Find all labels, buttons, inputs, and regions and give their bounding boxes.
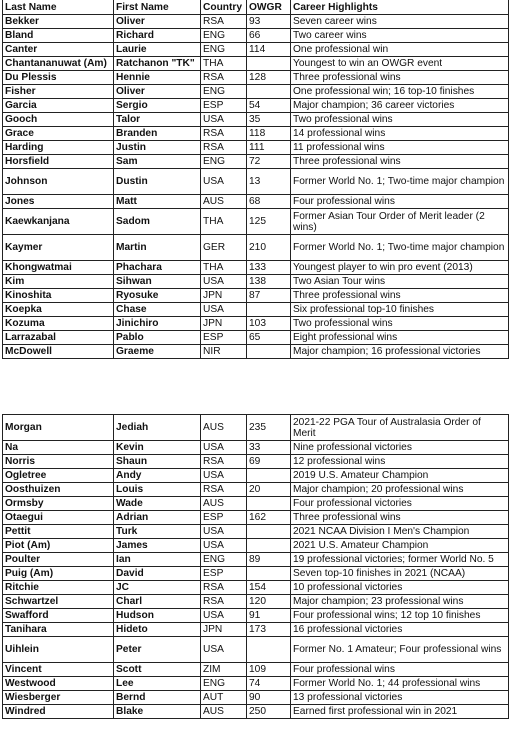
country-cell: ENG <box>201 85 247 99</box>
table-row <box>3 677 509 691</box>
last-name-cell: Uihlein <box>3 637 114 663</box>
country-cell: USA <box>201 303 247 317</box>
table-row <box>3 317 509 331</box>
first-name-cell: JC <box>114 581 201 595</box>
first-name-cell: Andy <box>114 469 201 483</box>
last-name-cell: Canter <box>3 43 114 57</box>
career-highlight-cell: 16 professional victories <box>291 623 509 637</box>
header-row <box>3 0 509 15</box>
country-cell: JPN <box>201 289 247 303</box>
table-row <box>3 71 509 85</box>
country-cell: ESP <box>201 511 247 525</box>
roster-table-continued <box>2 414 509 719</box>
owgr-cell: 235 <box>247 415 291 441</box>
header-owgr: OWGR <box>247 0 291 15</box>
country-cell: USA <box>201 469 247 483</box>
last-name-cell: Kaewkanjana <box>3 209 114 235</box>
owgr-cell <box>247 469 291 483</box>
first-name-cell: Scott <box>114 663 201 677</box>
career-highlight-cell: Three professional wins <box>291 71 509 85</box>
first-name-cell: Dustin <box>114 169 201 195</box>
header-first-name: First Name <box>114 0 201 15</box>
last-name-cell: Gooch <box>3 113 114 127</box>
owgr-cell: 114 <box>247 43 291 57</box>
table-row <box>3 637 509 663</box>
country-cell: ENG <box>201 43 247 57</box>
career-highlight-cell: Two professional wins <box>291 317 509 331</box>
roster-table-top-section <box>2 0 508 359</box>
table-row <box>3 663 509 677</box>
first-name-cell: Shaun <box>114 455 201 469</box>
owgr-cell <box>247 539 291 553</box>
country-cell: THA <box>201 57 247 71</box>
owgr-cell: 20 <box>247 483 291 497</box>
table-row <box>3 289 509 303</box>
last-name-cell: Fisher <box>3 85 114 99</box>
first-name-cell: Jinichiro <box>114 317 201 331</box>
table-row <box>3 567 509 581</box>
country-cell: ENG <box>201 29 247 43</box>
last-name-cell: Larrazabal <box>3 331 114 345</box>
career-highlight-cell: Seven top-10 finishes in 2021 (NCAA) <box>291 567 509 581</box>
table-body-top <box>3 15 509 359</box>
last-name-cell: Schwartzel <box>3 595 114 609</box>
career-highlight-cell: 2021 NCAA Division I Men's Champion <box>291 525 509 539</box>
country-cell: ESP <box>201 331 247 345</box>
last-name-cell: Johnson <box>3 169 114 195</box>
table-row <box>3 553 509 567</box>
first-name-cell: Kevin <box>114 441 201 455</box>
last-name-cell: Norris <box>3 455 114 469</box>
first-name-cell: James <box>114 539 201 553</box>
owgr-cell: 133 <box>247 261 291 275</box>
roster-table-bottom-section <box>2 414 508 719</box>
first-name-cell: Ratchanon "TK" <box>114 57 201 71</box>
country-cell: JPN <box>201 623 247 637</box>
country-cell: ZIM <box>201 663 247 677</box>
first-name-cell: Charl <box>114 595 201 609</box>
country-cell: USA <box>201 113 247 127</box>
table-row <box>3 539 509 553</box>
header-last-name: Last Name <box>3 0 114 15</box>
owgr-cell: 162 <box>247 511 291 525</box>
career-highlight-cell: Nine professional victories <box>291 441 509 455</box>
first-name-cell: Turk <box>114 525 201 539</box>
career-highlight-cell: 10 professional victories <box>291 581 509 595</box>
career-highlight-cell: Two professional wins <box>291 113 509 127</box>
owgr-cell <box>247 85 291 99</box>
career-highlight-cell: Former No. 1 Amateur; Four professional wins <box>291 637 509 663</box>
career-highlight-cell: Former World No. 1; Two-time major champion <box>291 235 509 261</box>
owgr-cell: 93 <box>247 15 291 29</box>
table-row <box>3 345 509 359</box>
country-cell: AUT <box>201 691 247 705</box>
first-name-cell: Hennie <box>114 71 201 85</box>
table-row <box>3 29 509 43</box>
first-name-cell: Oliver <box>114 85 201 99</box>
career-highlight-cell: Youngest to win an OWGR event <box>291 57 509 71</box>
country-cell: ENG <box>201 155 247 169</box>
career-highlight-cell: Former Asian Tour Order of Merit leader (2 wins) <box>291 209 509 235</box>
country-cell: USA <box>201 637 247 663</box>
career-highlight-cell: Earned first professional win in 2021 <box>291 705 509 719</box>
first-name-cell: Blake <box>114 705 201 719</box>
last-name-cell: Vincent <box>3 663 114 677</box>
owgr-cell: 74 <box>247 677 291 691</box>
first-name-cell: Ryosuke <box>114 289 201 303</box>
career-highlight-cell: Major champion; 23 professional wins <box>291 595 509 609</box>
table-row <box>3 595 509 609</box>
table-row <box>3 169 509 195</box>
table-row <box>3 483 509 497</box>
first-name-cell: Sam <box>114 155 201 169</box>
owgr-cell: 65 <box>247 331 291 345</box>
career-highlight-cell: 19 professional victories; former World No. 5 <box>291 553 509 567</box>
country-cell: ESP <box>201 99 247 113</box>
table-row <box>3 195 509 209</box>
career-highlight-cell: Former World No. 1; Two-time major champion <box>291 169 509 195</box>
owgr-cell <box>247 525 291 539</box>
last-name-cell: Kim <box>3 275 114 289</box>
country-cell: ENG <box>201 677 247 691</box>
first-name-cell: Hideto <box>114 623 201 637</box>
country-cell: USA <box>201 169 247 195</box>
roster-table <box>2 0 509 359</box>
country-cell: ENG <box>201 553 247 567</box>
owgr-cell: 120 <box>247 595 291 609</box>
country-cell: RSA <box>201 141 247 155</box>
last-name-cell: Pettit <box>3 525 114 539</box>
last-name-cell: Bekker <box>3 15 114 29</box>
career-highlight-cell: Major champion; 16 professional victories <box>291 345 509 359</box>
owgr-cell <box>247 567 291 581</box>
first-name-cell: Louis <box>114 483 201 497</box>
first-name-cell: Oliver <box>114 15 201 29</box>
owgr-cell: 13 <box>247 169 291 195</box>
country-cell: ESP <box>201 567 247 581</box>
career-highlight-cell: Major champion; 20 professional wins <box>291 483 509 497</box>
last-name-cell: Morgan <box>3 415 114 441</box>
first-name-cell: Lee <box>114 677 201 691</box>
table-row <box>3 331 509 345</box>
last-name-cell: Jones <box>3 195 114 209</box>
country-cell: THA <box>201 261 247 275</box>
table-row <box>3 469 509 483</box>
owgr-cell: 111 <box>247 141 291 155</box>
table-row <box>3 497 509 511</box>
first-name-cell: Bernd <box>114 691 201 705</box>
country-cell: RSA <box>201 455 247 469</box>
last-name-cell: Windred <box>3 705 114 719</box>
country-cell: AUS <box>201 195 247 209</box>
career-highlight-cell: Four professional wins <box>291 663 509 677</box>
country-cell: GER <box>201 235 247 261</box>
last-name-cell: Oosthuizen <box>3 483 114 497</box>
country-cell: THA <box>201 209 247 235</box>
country-cell: RSA <box>201 71 247 85</box>
last-name-cell: Horsfield <box>3 155 114 169</box>
career-highlight-cell: Seven career wins <box>291 15 509 29</box>
table-row <box>3 127 509 141</box>
owgr-cell <box>247 345 291 359</box>
owgr-cell: 118 <box>247 127 291 141</box>
country-cell: USA <box>201 441 247 455</box>
last-name-cell: Piot (Am) <box>3 539 114 553</box>
table-row <box>3 261 509 275</box>
country-cell: JPN <box>201 317 247 331</box>
table-row <box>3 691 509 705</box>
last-name-cell: Du Plessis <box>3 71 114 85</box>
first-name-cell: Sergio <box>114 99 201 113</box>
career-highlight-cell: 2021 U.S. Amateur Champion <box>291 539 509 553</box>
country-cell: USA <box>201 275 247 289</box>
career-highlight-cell: One professional win <box>291 43 509 57</box>
first-name-cell: Phachara <box>114 261 201 275</box>
country-cell: RSA <box>201 15 247 29</box>
owgr-cell: 90 <box>247 691 291 705</box>
owgr-cell <box>247 637 291 663</box>
table-row <box>3 235 509 261</box>
career-highlight-cell: Three professional wins <box>291 155 509 169</box>
career-highlight-cell: 2019 U.S. Amateur Champion <box>291 469 509 483</box>
last-name-cell: Wiesberger <box>3 691 114 705</box>
first-name-cell: Pablo <box>114 331 201 345</box>
first-name-cell: Justin <box>114 141 201 155</box>
owgr-cell: 154 <box>247 581 291 595</box>
owgr-cell: 69 <box>247 455 291 469</box>
table-row <box>3 581 509 595</box>
last-name-cell: Tanihara <box>3 623 114 637</box>
table-row <box>3 85 509 99</box>
country-cell: RSA <box>201 595 247 609</box>
career-highlight-cell: Four professional wins <box>291 195 509 209</box>
first-name-cell: Richard <box>114 29 201 43</box>
owgr-cell: 250 <box>247 705 291 719</box>
table-row <box>3 441 509 455</box>
first-name-cell: Jediah <box>114 415 201 441</box>
owgr-cell: 87 <box>247 289 291 303</box>
table-body-bottom <box>3 415 509 719</box>
last-name-cell: Khongwatmai <box>3 261 114 275</box>
career-highlight-cell: Two Asian Tour wins <box>291 275 509 289</box>
table-row <box>3 525 509 539</box>
first-name-cell: Laurie <box>114 43 201 57</box>
first-name-cell: Martin <box>114 235 201 261</box>
career-highlight-cell: Eight professional wins <box>291 331 509 345</box>
career-highlight-cell: Six professional top-10 finishes <box>291 303 509 317</box>
last-name-cell: Harding <box>3 141 114 155</box>
country-cell: NIR <box>201 345 247 359</box>
table-row <box>3 303 509 317</box>
owgr-cell: 72 <box>247 155 291 169</box>
first-name-cell: Sihwan <box>114 275 201 289</box>
owgr-cell: 210 <box>247 235 291 261</box>
owgr-cell: 33 <box>247 441 291 455</box>
table-row <box>3 609 509 623</box>
career-highlight-cell: Former World No. 1; 44 professional wins <box>291 677 509 691</box>
last-name-cell: Poulter <box>3 553 114 567</box>
table-row <box>3 209 509 235</box>
first-name-cell: Chase <box>114 303 201 317</box>
owgr-cell: 109 <box>247 663 291 677</box>
first-name-cell: Ian <box>114 553 201 567</box>
last-name-cell: Koepka <box>3 303 114 317</box>
country-cell: RSA <box>201 483 247 497</box>
first-name-cell: David <box>114 567 201 581</box>
owgr-cell: 138 <box>247 275 291 289</box>
table-row <box>3 99 509 113</box>
last-name-cell: Garcia <box>3 99 114 113</box>
first-name-cell: Sadom <box>114 209 201 235</box>
career-highlight-cell: Major champion; 36 career victories <box>291 99 509 113</box>
last-name-cell: Otaegui <box>3 511 114 525</box>
career-highlight-cell: Three professional wins <box>291 511 509 525</box>
last-name-cell: Swafford <box>3 609 114 623</box>
owgr-cell: 173 <box>247 623 291 637</box>
owgr-cell <box>247 303 291 317</box>
country-cell: USA <box>201 525 247 539</box>
owgr-cell: 91 <box>247 609 291 623</box>
country-cell: AUS <box>201 705 247 719</box>
last-name-cell: Ritchie <box>3 581 114 595</box>
last-name-cell: Ormsby <box>3 497 114 511</box>
owgr-cell: 66 <box>247 29 291 43</box>
career-highlight-cell: 11 professional wins <box>291 141 509 155</box>
first-name-cell: Graeme <box>114 345 201 359</box>
last-name-cell: Na <box>3 441 114 455</box>
table-row <box>3 43 509 57</box>
owgr-cell: 68 <box>247 195 291 209</box>
career-highlight-cell: Two career wins <box>291 29 509 43</box>
owgr-cell: 128 <box>247 71 291 85</box>
owgr-cell <box>247 497 291 511</box>
last-name-cell: McDowell <box>3 345 114 359</box>
owgr-cell: 103 <box>247 317 291 331</box>
table-row <box>3 113 509 127</box>
career-highlight-cell: 14 professional wins <box>291 127 509 141</box>
table-row <box>3 455 509 469</box>
table-row <box>3 141 509 155</box>
last-name-cell: Grace <box>3 127 114 141</box>
career-highlight-cell: 2021-22 PGA Tour of Australasia Order of Merit <box>291 415 509 441</box>
owgr-cell: 89 <box>247 553 291 567</box>
first-name-cell: Matt <box>114 195 201 209</box>
career-highlight-cell: Youngest player to win pro event (2013) <box>291 261 509 275</box>
last-name-cell: Kaymer <box>3 235 114 261</box>
table-row <box>3 275 509 289</box>
header-country: Country <box>201 0 247 15</box>
last-name-cell: Ogletree <box>3 469 114 483</box>
owgr-cell: 125 <box>247 209 291 235</box>
table-row <box>3 623 509 637</box>
first-name-cell: Hudson <box>114 609 201 623</box>
last-name-cell: Westwood <box>3 677 114 691</box>
country-cell: AUS <box>201 497 247 511</box>
owgr-cell: 35 <box>247 113 291 127</box>
owgr-cell <box>247 57 291 71</box>
first-name-cell: Branden <box>114 127 201 141</box>
last-name-cell: Kozuma <box>3 317 114 331</box>
first-name-cell: Talor <box>114 113 201 127</box>
country-cell: USA <box>201 539 247 553</box>
table-row <box>3 511 509 525</box>
last-name-cell: Bland <box>3 29 114 43</box>
table-row <box>3 15 509 29</box>
first-name-cell: Wade <box>114 497 201 511</box>
table-row <box>3 415 509 441</box>
last-name-cell: Kinoshita <box>3 289 114 303</box>
career-highlight-cell: Four professional wins; 12 top 10 finishes <box>291 609 509 623</box>
country-cell: USA <box>201 609 247 623</box>
last-name-cell: Puig (Am) <box>3 567 114 581</box>
owgr-cell: 54 <box>247 99 291 113</box>
career-highlight-cell: 12 professional wins <box>291 455 509 469</box>
last-name-cell: Chantananuwat (Am) <box>3 57 114 71</box>
header-career-highlights: Career Highlights <box>291 0 509 15</box>
career-highlight-cell: One professional win; 16 top-10 finishes <box>291 85 509 99</box>
career-highlight-cell: Four professional victories <box>291 497 509 511</box>
country-cell: RSA <box>201 581 247 595</box>
table-row <box>3 705 509 719</box>
country-cell: RSA <box>201 127 247 141</box>
table-row <box>3 57 509 71</box>
table-row <box>3 155 509 169</box>
career-highlight-cell: 13 professional victories <box>291 691 509 705</box>
country-cell: AUS <box>201 415 247 441</box>
career-highlight-cell: Three professional wins <box>291 289 509 303</box>
first-name-cell: Peter <box>114 637 201 663</box>
first-name-cell: Adrian <box>114 511 201 525</box>
